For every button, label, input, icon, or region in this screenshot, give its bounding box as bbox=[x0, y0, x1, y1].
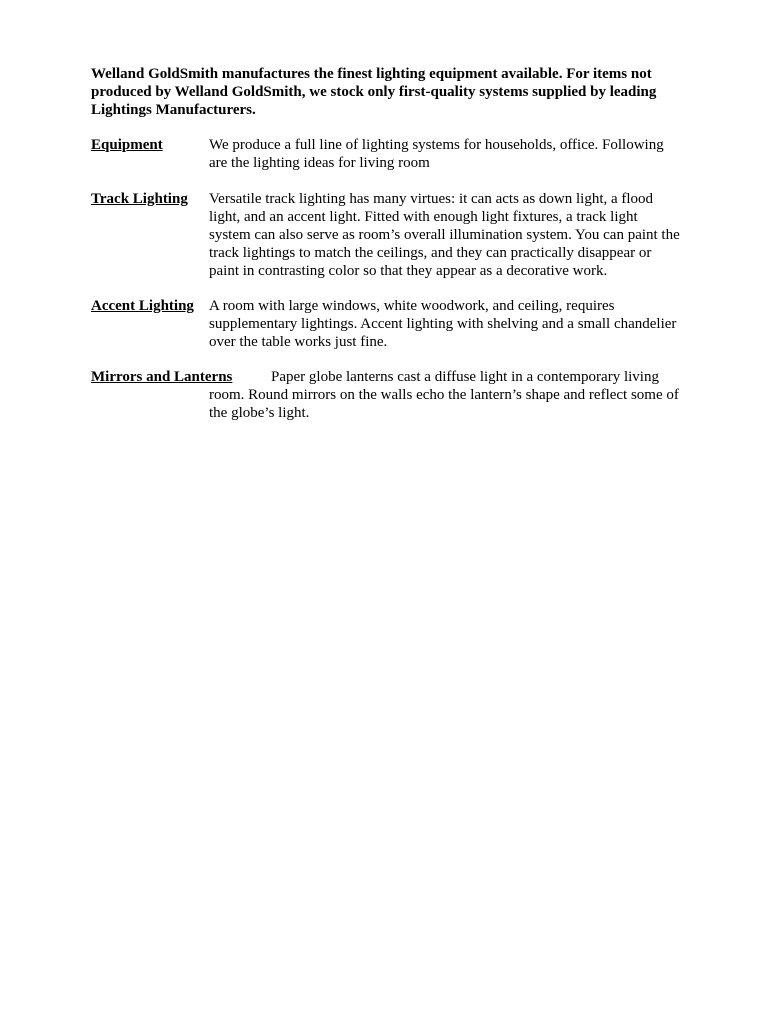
section-accent-lighting bbox=[91, 297, 691, 351]
description-mirrors-and-lanterns bbox=[209, 368, 681, 422]
description-track-lighting: Versatile track lighting has many virtues: it can acts as down light, a flood light, and an accent light. Fitted with enough light fixtures, a track light system can also serve as room’s overall illumination system. You can paint the track lightings to match the ceilings, and they can practically disappear or paint in contrasting color so that they appear as a decorative work. bbox=[209, 191, 680, 279]
intro-paragraph: Welland GoldSmith manufactures the finest lighting equipment available. For items not produced by Welland GoldSmith, we stock only first-quality systems supplied by leading Lightings Manufacturers. bbox=[91, 66, 657, 118]
section-track-lighting bbox=[91, 190, 691, 280]
description-mirrors-and-lanterns-text: Paper globe lanterns cast a diffuse light in a contemporary living room. Round mirrors on the walls echo the lantern’s shape and reflect some of the globe’s light. bbox=[209, 369, 679, 421]
description-accent-lighting: A room with large windows, white woodwork, and ceiling, requires supplementary lightings. Accent lighting with shelving and a small chandelier over the table works just fine. bbox=[209, 298, 677, 350]
section-equipment bbox=[91, 136, 691, 172]
term-equipment: Equipment bbox=[91, 137, 163, 153]
term-track-lighting: Track Lighting bbox=[91, 191, 188, 207]
term-accent-lighting: Accent Lighting bbox=[91, 298, 194, 314]
term-mirrors-and-lanterns: Mirrors and Lanterns bbox=[91, 369, 233, 385]
description-equipment: We produce a full line of lighting systems for households, office. Following are the lighting ideas for living room bbox=[209, 137, 664, 171]
section-mirrors-and-lanterns bbox=[91, 368, 691, 422]
